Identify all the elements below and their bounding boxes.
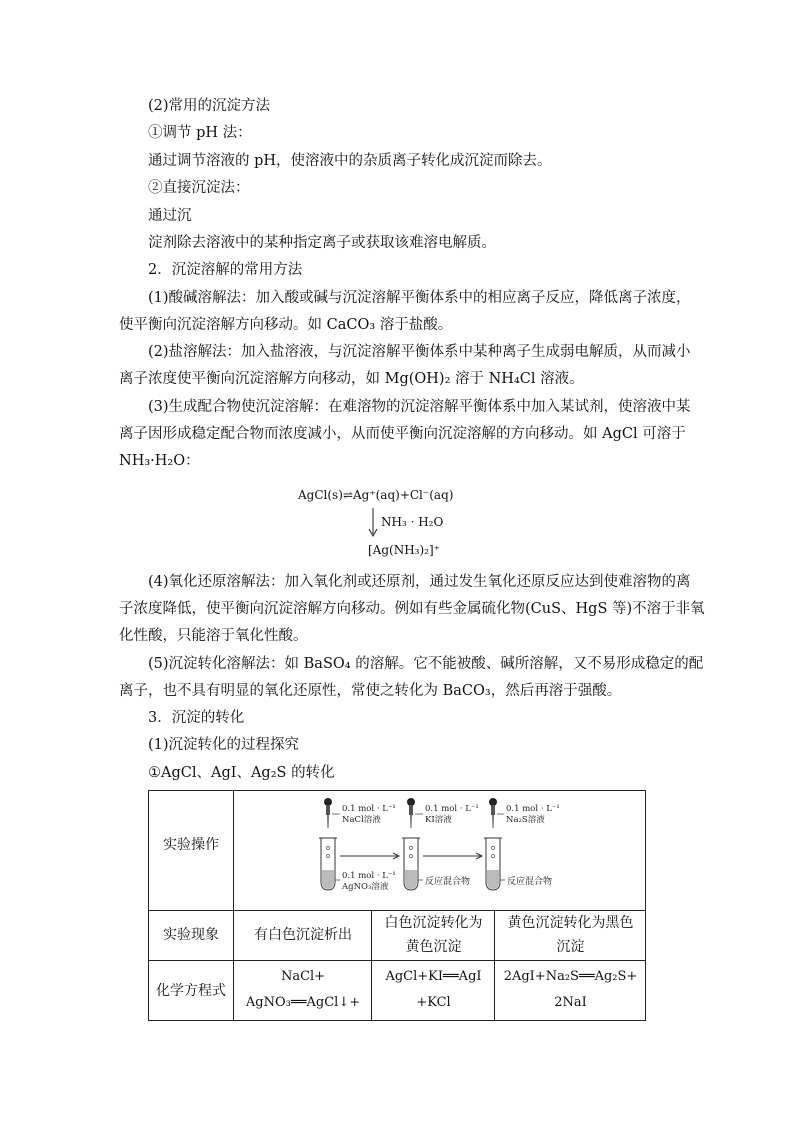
test-tube-icon: [319, 838, 337, 890]
subsection-heading: (2)常用的沉淀方法: [148, 98, 271, 114]
test-tube-icon: [484, 838, 502, 890]
right-arrow-icon: [340, 853, 399, 859]
equation-line: AgCl(s)⇌Ag⁺(aq)+Cl⁻(aq): [298, 488, 454, 502]
phenomenon-cell: 黄色沉淀: [405, 939, 462, 955]
paragraph-line: 化性酸，只能溶于氧化性酸。: [119, 628, 308, 644]
paragraph-line: 离子因形成稳定配合物而浓度减小，从而使平衡向沉淀溶解的方向移动。如 AgCl 可溶于: [119, 426, 686, 442]
reagent-label: NaCl溶液: [342, 815, 381, 825]
mixture-label: 反应混合物: [507, 877, 553, 887]
reagent-label: Na₂S溶液: [506, 815, 545, 825]
paragraph-line: (5)沉淀转化溶解法：如 BaSO₄ 的溶解。它不能被酸、碱所溶解，又不易形成稳定的配: [148, 656, 704, 672]
paragraph-line: 离子浓度使平衡向沉淀溶解方向移动，如 Mg(OH)₂ 溶于 NH₄Cl 溶液。: [119, 371, 584, 387]
paragraph-line: 离子，也不具有明显的氧化还原性，常使之转化为 BaCO₃，然后再溶于强酸。: [119, 683, 622, 699]
subsection-heading: (1)沉淀转化的过程探究: [148, 737, 300, 753]
method-heading: ②直接沉淀法：: [148, 180, 250, 196]
paragraph-line: 通过调节溶液的 pH，使溶液中的杂质离子转化成沉淀而除去。: [148, 153, 552, 169]
paragraph-line: (3)生成配合物使沉淀溶解：在难溶物的沉淀溶解平衡体系中加入某试剂，使溶液中某: [148, 399, 691, 415]
method-heading: ①调节 pH 法：: [148, 125, 252, 141]
equation-cell: +KCl: [416, 995, 451, 1010]
paragraph-line: 通过沉: [148, 208, 192, 224]
phenomenon-cell: 沉淀: [556, 939, 585, 955]
reagent-label: 0.1 mol · L⁻¹: [342, 804, 396, 814]
phenomenon-cell: 有白色沉淀析出: [254, 927, 352, 943]
paragraph-line: (2)盐溶解法：加入盐溶液，与沉淀溶解平衡体系中某种离子生成弱电解质，从而减小: [148, 344, 691, 360]
equation-cell: 2NaI: [554, 995, 587, 1010]
row-header-phenomenon: 实验现象: [163, 927, 219, 943]
right-arrow-icon: [423, 853, 482, 859]
paragraph-line: (4)氧化还原溶解法：加入氧化剂或还原剂，通过发生氧化还原反应达到使难溶物的离: [148, 574, 691, 590]
section-heading: 3．沉淀的转化: [148, 710, 245, 726]
phenomenon-cell: 黄色沉淀转化为黑色: [507, 915, 634, 931]
paragraph-line: NH₃·H₂O：: [119, 453, 200, 469]
paragraph-line: (1)酸碱溶解法：加入酸或碱与沉淀溶解平衡体系中的相应离子反应，降低离子浓度，: [148, 290, 691, 306]
reagent-label: 0.1 mol · L⁻¹: [506, 804, 560, 814]
dropper-icon: [489, 798, 497, 828]
equation-cell: AgCl+KI══AgI: [385, 969, 482, 984]
equation-cell: AgNO₃══AgCl↓+: [245, 995, 361, 1010]
equation-cell: NaCl+: [280, 969, 326, 984]
mixture-label: 反应混合物: [425, 877, 471, 887]
paragraph-line: 淀剂除去溶液中的某种指定离子或获取该难溶电解质。: [148, 235, 496, 251]
paragraph-line: 子浓度降低，使平衡向沉淀溶解方向移动。例如有些金属硫化物(CuS、HgS 等)不溶于非氧: [119, 601, 705, 617]
equation-product: [Ag(NH₃)₂]⁺: [368, 543, 440, 557]
table-caption: ①AgCl、AgI、Ag₂S 的转化: [148, 765, 335, 781]
reagent-label: KI溶液: [425, 815, 452, 825]
test-tube-icon: [402, 838, 420, 890]
paragraph-line: 使平衡向沉淀溶解方向移动。如 CaCO₃ 溶于盐酸。: [119, 317, 453, 333]
reagent-label: 0.1 mol · L⁻¹: [342, 871, 396, 881]
dropper-icon: [324, 798, 332, 828]
equation-reagent: NH₃ · H₂O: [381, 515, 444, 529]
section-heading: 2．沉淀溶解的常用方法: [148, 262, 303, 278]
reagent-label: 0.1 mol · L⁻¹: [425, 804, 479, 814]
experiment-figure: [300, 794, 580, 906]
equation-cell: 2AgI+Na₂S══Ag₂S+: [503, 969, 638, 984]
dropper-icon: [407, 798, 415, 828]
row-header-operation: 实验操作: [163, 837, 219, 853]
row-header-equation: 化学方程式: [156, 983, 226, 999]
down-arrow-icon: [366, 506, 380, 538]
reagent-label: AgNO₃溶液: [342, 882, 389, 892]
phenomenon-cell: 白色沉淀转化为: [384, 915, 483, 931]
